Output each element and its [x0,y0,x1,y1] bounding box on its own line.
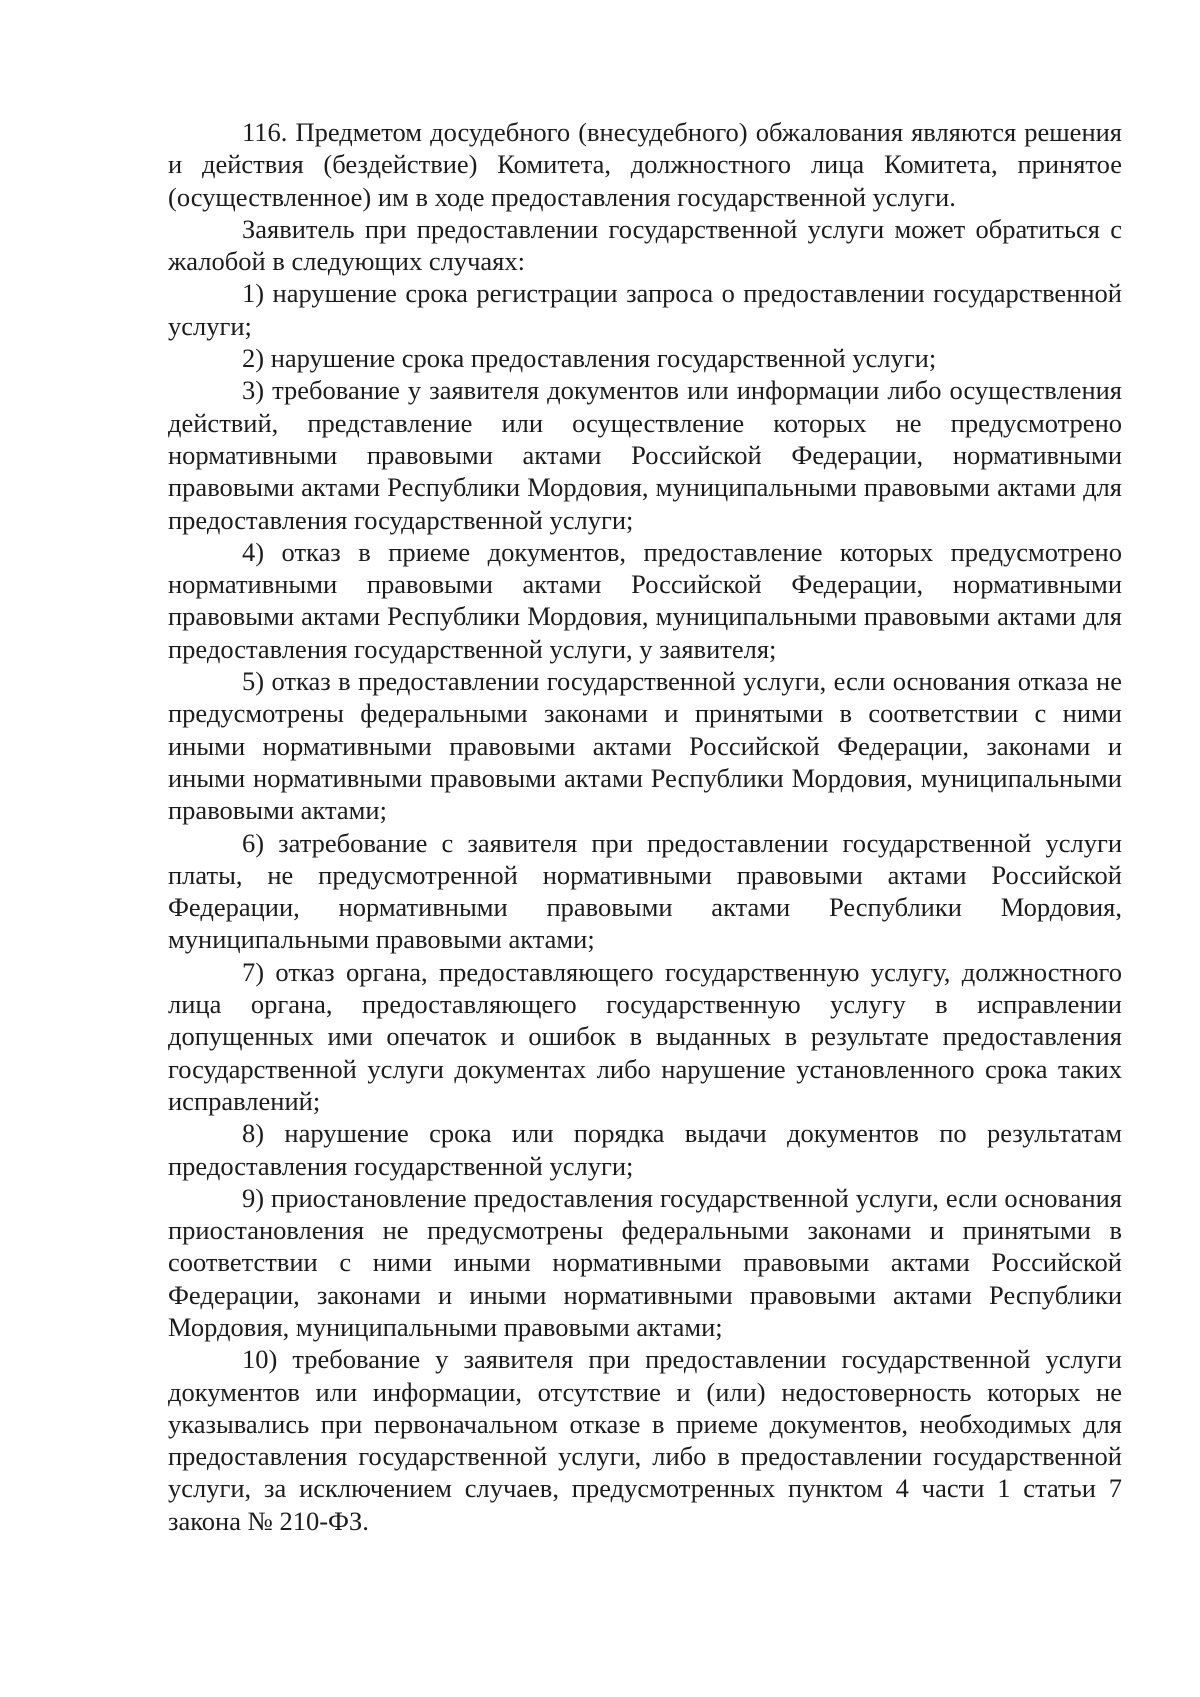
paragraph-complaint-cases-intro: Заявитель при предоставлении государственной услуги может обратиться с жалобой в следующих случаях: [168,213,1122,277]
list-item-2: 2) нарушение срока предоставления государственной услуги; [242,343,937,374]
document-page [168,116,1122,1537]
list-item-6: 6) затребование с заявителя при предоставлении государственной услуги платы, не предусмотренной нормативными правовыми актами Российской Федерации, нормативными правовыми актами Республики Мордовия, муниципальными правовыми актами; [168,827,1122,955]
list-item-3: 3) требование у заявителя документов или информации либо осуществления действий, представление или осуществление которых не предусмотрено нормативными правовыми актами Российской Федерации, нормативными правовыми актами Республики Мордовия, муниципальными правовыми актами для предоставления государственной услуги; [168,375,1122,535]
list-item-4: 4) отказ в приеме документов, предоставление которых предусмотрено нормативными правовыми актами Российской Федерации, нормативными правовыми актами Республики Мордовия, муниципальными правовыми актами для предоставления государственной услуги, у заявителя; [168,536,1122,664]
list-item-10: 10) требование у заявителя при предоставлении государственной услуги документов или информации, отсутствие и (или) недостоверность которых не указывались при первоначальном отказе в приеме документов, необходимых для предоставления государственной услуги, либо в предоставлении государственной услуги, за исключением случаев, предусмотренных пунктом 4 части 1 статьи 7 закона № 210-ФЗ. [168,1344,1122,1536]
list-item-8: 8) нарушение срока или порядка выдачи документов по результатам предоставления государственной услуги; [168,1118,1122,1181]
list-item-7: 7) отказ органа, предоставляющего государственную услугу, должностного лица органа, предоставляющего государственную услугу в исправлении допущенных ими опечаток и ошибок в выданных в результате предоставления государственной услуги документах либо нарушение установленного срока таких исправлений; [168,956,1122,1116]
list-item-9: 9) приостановление предоставления государственной услуги, если основания приостановления не предусмотрены федеральными законами и принятыми в соответствии с ними иными нормативными правовыми актами Российской Федерации, законами и иными нормативными правовыми актами Республики Мордовия, муниципальными правовыми актами; [168,1182,1122,1342]
list-item-1: 1) нарушение срока регистрации запроса о предоставлении государственной услуги; [168,278,1122,341]
paragraph-116-subject: 116. Предметом досудебного (внесудебного) обжалования являются решения и действия (бездействие) Комитета, должностного лица Комитета, принятое (осуществленное) им в ходе предоставления государственной услуги. [168,117,1122,212]
list-item-5: 5) отказ в предоставлении государственной услуги, если основания отказа не предусмотрены федеральными законами и принятыми в соответствии с ними иными нормативными правовыми актами Российской Федерации, законами и иными нормативными правовыми актами Республики Мордовия, муниципальными правовыми актами; [168,666,1122,826]
